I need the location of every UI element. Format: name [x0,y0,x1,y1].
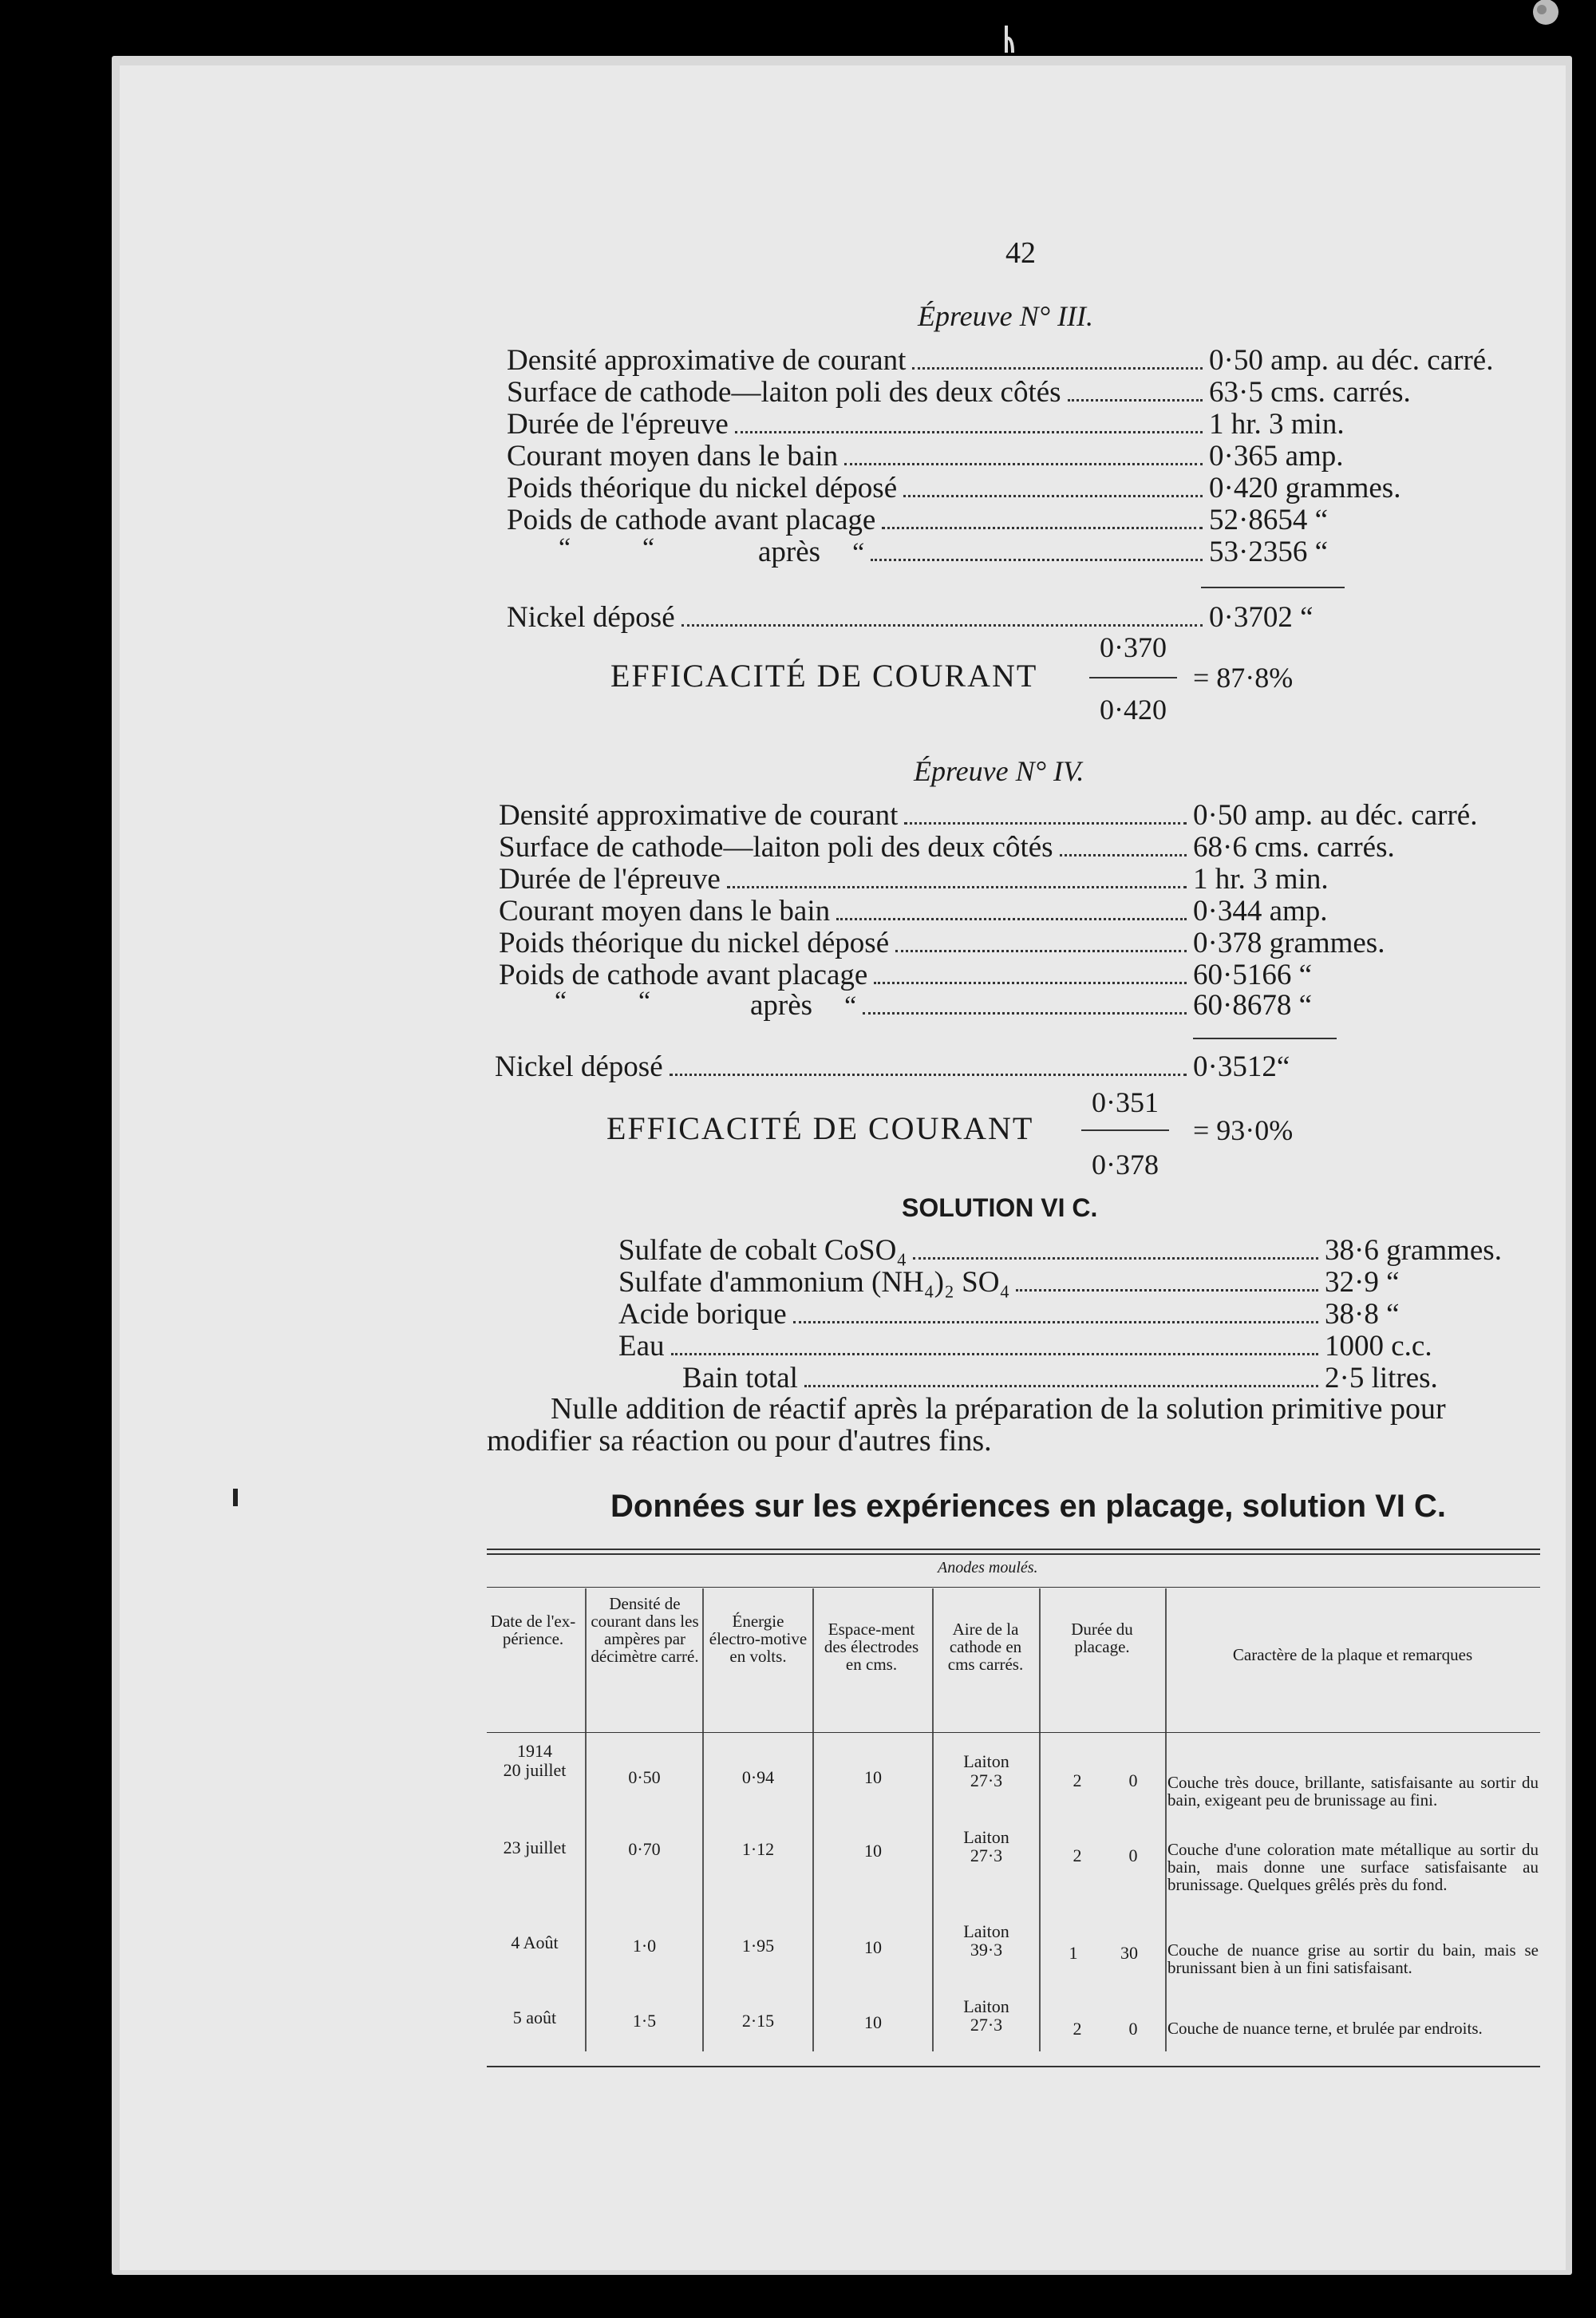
row-value: 53·2356 “ [1209,536,1328,568]
row-remarks: Couche de nuance terne, et brulée par endroits. [1167,2019,1483,2038]
efficiency-label: EFFICACITÉ DE COURANT [610,658,1038,694]
row-cathode-area: 39·3 [970,1940,1003,1960]
row-date: 23 juillet [503,1837,567,1857]
row-value: 0·3512“ [1193,1050,1290,1083]
column-divider [585,1588,587,2051]
header-top-rule [487,1587,1540,1588]
row-label: Poids de cathode avant placage [499,959,868,991]
row-value: 0·3702 “ [1209,601,1314,634]
row-date: 20 juillet [503,1760,567,1780]
leader-dots [912,348,1203,370]
trial3-row [507,343,1544,375]
leader-dots [1068,380,1203,401]
row-density: 0·50 [628,1767,661,1787]
top-notch-mark [1001,24,1017,56]
leader-dots [804,1366,1318,1387]
column-divider [1165,1588,1167,2051]
efficiency-label: EFFICACITÉ DE COURANT [606,1110,1034,1146]
row-spacing: 10 [864,1937,882,1957]
row-label: Nickel déposé [495,1050,663,1083]
row-spacing: 10 [864,1841,882,1861]
row-spacing: 10 [864,2012,882,2032]
solution-heading: SOLUTION VI C. [902,1193,1098,1222]
denominator: 0·420 [1100,694,1167,726]
row-spacing: 10 [864,1767,882,1787]
leader-dots [836,899,1187,920]
row-cathode-material: Laiton [963,1827,1009,1847]
efficiency-result: = 93·0% [1193,1114,1294,1146]
sum-rule [1193,1038,1337,1039]
leader-dots [670,1054,1187,1076]
row-date: 4 Août [511,1932,559,1952]
solution-row [682,1361,1532,1393]
margin-mark [233,1489,238,1506]
row-label: Poids théorique du nickel déposé [499,927,890,959]
trial4-nickel-row [495,1050,1544,1082]
row-cathode-area: 27·3 [970,1845,1003,1865]
leader-dots [681,605,1203,627]
table-top-rule [487,1549,1540,1550]
row-label: après [758,536,821,568]
trial4-row [499,958,1544,990]
leader-dots [671,1334,1318,1355]
trial3-row [507,471,1544,503]
leader-dots [793,1302,1318,1323]
row-duration-hours: 2 [1073,2019,1082,2039]
row-duration-hours: 1 [1069,1943,1078,1963]
leader-dots [735,412,1203,433]
solution-note: Nulle addition de réactif après la préparation de la solution primitive pour modifier sa réaction ou pour d'autres fins. [487,1392,1446,1458]
row-label: Courant moyen dans le bain [507,440,839,473]
row-value: 38·8 “ [1325,1298,1400,1331]
ditto-mark: “ [844,991,857,1021]
row-label: Acide borique [618,1298,787,1331]
header-spacing: Espace-ment des électrodes en cms. [824,1620,919,1674]
row-label: Densité approximative de courant [507,344,907,377]
table-subtitle: Anodes moulés. [938,1559,1038,1576]
ditto-mark: “ [555,987,567,1016]
sum-rule [1201,587,1345,588]
row-cathode-area: 27·3 [970,1770,1003,1790]
row-remarks: Couche très douce, brillante, satisfaisante au sortir du bain, exigeant peu de brunissage au fini. [1167,1773,1539,1810]
header-density: Densité de courant dans les ampères par décimètre carré. [591,1594,699,1666]
row-duration-hours: 2 [1073,1845,1082,1865]
row-value: 1 hr. 3 min. [1209,408,1345,441]
trial3-row [507,375,1544,407]
trial3-row [507,503,1544,535]
efficiency-result: = 87·8% [1193,662,1294,694]
trial4-row [499,894,1544,926]
leader-dots [903,476,1203,497]
row-label: Poids de cathode avant placage [507,504,876,536]
solution-row [618,1329,1532,1361]
row-value: 0·344 amp. [1193,895,1328,928]
row-label: Bain total [682,1362,798,1394]
trial3-title: Épreuve N° III. [918,300,1093,332]
header-duration: Durée du placage. [1071,1620,1133,1656]
table-title: Données sur les expériences en placage, solution VI C. [610,1489,1447,1524]
row-cathode-area: 27·3 [970,2015,1003,2035]
row-value: 52·8654 “ [1209,504,1328,536]
ditto-mark: “ [642,533,655,563]
leader-dots [895,931,1187,952]
row-date: 5 août [512,2007,557,2027]
row-value: 1000 c.c. [1325,1330,1432,1363]
trial3-nickel-row [507,600,1544,632]
row-label: Courant moyen dans le bain [499,895,831,928]
ditto-mark: “ [559,533,571,563]
row-label: Durée de l'épreuve [507,408,729,441]
trial4-row [499,926,1544,958]
row-density: 1·0 [632,1936,657,1956]
leader-dots [1016,1270,1318,1292]
header-voltage: Énergie électro-motive en volts. [709,1612,808,1666]
row-value: 0·365 amp. [1209,440,1344,473]
leader-dots [844,444,1203,465]
row-remarks: Couche de nuance grise au sortir du bain, mais se brunissant bien à un fini satisfaisant. [1167,1940,1539,1977]
column-divider [702,1588,704,2051]
row-duration-minutes: 0 [1128,1845,1138,1865]
row-density: 1·5 [632,2011,657,2031]
row-value: 32·9 “ [1325,1266,1400,1299]
trial3-row [507,407,1544,439]
row-voltage: 1·12 [741,1839,775,1859]
leader-dots [882,508,1203,529]
column-divider [812,1588,814,2051]
numerator: 0·351 [1092,1086,1159,1118]
row-remarks: Couche d'une coloration mate métallique au sortir du bain, mais donne une surface satisfaisante au brunissage. Quelques grêlés près du fond. [1167,1840,1539,1894]
leader-dots [904,803,1187,825]
row-duration-minutes: 0 [1128,2019,1138,2039]
row-value: 0·420 grammes. [1209,472,1401,504]
row-cathode-material: Laiton [963,1996,1009,2016]
row-label: Sulfate d'ammonium (NH₄)₂ SO₄ [618,1266,1010,1299]
row-year: 1914 [517,1741,552,1761]
denominator: 0·378 [1092,1149,1159,1181]
fraction-bar [1081,1129,1169,1131]
row-label: Eau [618,1330,665,1363]
row-duration-hours: 2 [1073,1770,1082,1790]
row-label: Poids théorique du nickel déposé [507,472,898,504]
header-bottom-rule [487,1732,1540,1733]
trial3-row [507,439,1544,471]
row-value: 0·50 amp. au déc. carré. [1193,799,1478,832]
ditto-mark: “ [852,538,865,568]
row-value: 68·6 cms. carrés. [1193,831,1395,864]
numerator: 0·370 [1100,631,1167,663]
column-divider [1039,1588,1041,2051]
leader-dots [727,867,1187,888]
row-value: 60·8678 “ [1193,989,1312,1022]
leader-dots [871,540,1203,561]
leader-dots [874,963,1187,984]
row-value: 0·378 grammes. [1193,927,1385,959]
row-voltage: 1·95 [741,1936,775,1956]
ditto-mark: “ [638,987,651,1016]
row-voltage: 0·94 [741,1767,775,1787]
table-bottom-rule [487,2066,1540,2067]
header-cathode: Aire de la cathode en cms carrés. [947,1620,1024,1674]
column-divider [932,1588,934,2051]
trial4-title: Épreuve N° IV. [914,755,1084,787]
corner-blot-icon [1526,0,1566,32]
row-value: 2·5 litres. [1325,1362,1438,1394]
trial4-row [499,798,1544,830]
row-value: 0·50 amp. au déc. carré. [1209,344,1494,377]
page-number: 42 [1005,236,1036,270]
leader-dots [1060,835,1187,856]
row-density: 0·70 [628,1839,661,1859]
row-value: 1 hr. 3 min. [1193,863,1329,896]
solution-row [618,1233,1532,1265]
row-label: Nickel déposé [507,601,675,634]
row-voltage: 2·15 [741,2011,775,2031]
trial3-row [758,535,1544,567]
row-value: 38·6 grammes. [1325,1234,1502,1267]
row-value: 63·5 cms. carrés. [1209,376,1411,409]
row-label: après [750,989,813,1022]
trial4-row [499,862,1544,894]
trial4-row [499,830,1544,862]
row-value: 60·5166 “ [1193,959,1312,991]
leader-dots [863,993,1187,1015]
solution-row [618,1265,1532,1297]
row-label: Surface de cathode—laiton poli des deux côtés [499,831,1053,864]
solution-row [618,1297,1532,1329]
row-duration-minutes: 30 [1120,1943,1138,1963]
header-date: Date de l'ex-périence. [490,1612,576,1648]
table-top-rule [487,1553,1540,1555]
row-cathode-material: Laiton [963,1921,1009,1941]
row-duration-minutes: 0 [1128,1770,1138,1790]
row-label: Durée de l'épreuve [499,863,721,896]
row-cathode-material: Laiton [963,1751,1009,1771]
row-label: Sulfate de cobalt CoSO₄ [618,1234,907,1267]
trial4-row [750,988,1544,1020]
leader-dots [913,1238,1318,1260]
header-remarks: Caractère de la plaque et remarques [1232,1645,1473,1664]
row-label: Surface de cathode—laiton poli des deux côtés [507,376,1061,409]
fraction-bar [1089,677,1177,678]
row-label: Densité approximative de courant [499,799,899,832]
